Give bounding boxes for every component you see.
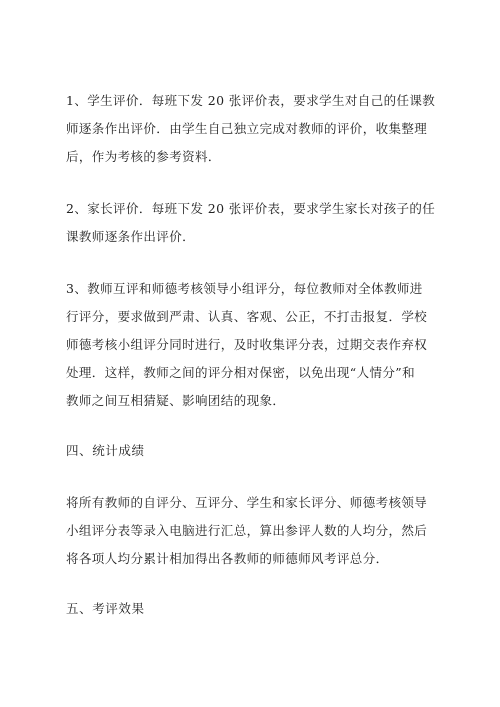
paragraph-2-line-1: 2、家长评价．每班下发 20 张评价表，要求学生家长对孩子的任: [66, 201, 436, 216]
paragraph-3-line-5: 教师之间互相猜疑、影响团结的现象．: [66, 393, 286, 408]
paragraph-3-line-2: 行评分，要求做到严肃、认真、客观、公正，不打击报复．学校: [66, 309, 428, 324]
paragraph-3-line-3: 师德考核小组评分同时进行，及时收集评分表，过期交表作弃权: [66, 337, 428, 352]
paragraph-3-line-4: 处理．这样，教师之间的评分相对保密，以免出现“人情分”和: [66, 365, 415, 380]
paragraph-3-line-1: 3、教师互评和师德考核领导小组评分，每位教师对全体教师进: [66, 281, 423, 296]
paragraph-1-line-2: 师逐条作出评价．由学生自己独立完成对教师的评价，收集整理: [66, 121, 428, 136]
paragraph-4-line-2: 小组评分表等录入电脑进行汇总，算出参评人数的人均分，然后: [66, 523, 428, 538]
paragraph-2-line-2: 课教师逐条作出评价．: [66, 229, 196, 244]
section-heading-5: 五、考评效果: [66, 601, 145, 616]
paragraph-1-line-1: 1、学生评价．每班下发 20 张评价表，要求学生对自己的任课教: [66, 93, 436, 108]
paragraph-4-line-1: 将所有教师的自评分、互评分、学生和家长评分、师德考核领导: [66, 495, 428, 510]
section-heading-4: 四、统计成绩: [66, 443, 145, 458]
paragraph-4-line-3: 将各项人均分累计相加得出各教师的师德师风考评总分．: [66, 551, 389, 566]
paragraph-1-line-3: 后，作为考核的参考资料．: [66, 149, 221, 164]
